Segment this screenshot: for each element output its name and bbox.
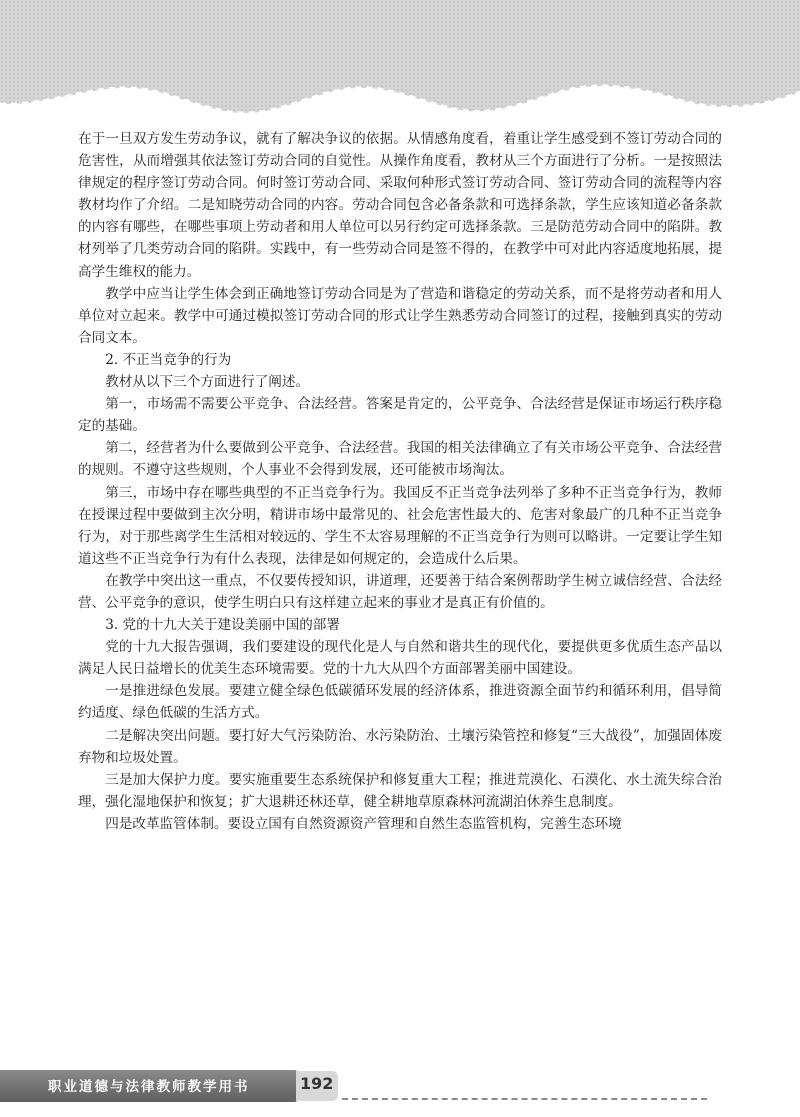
footer-dashed-rule	[342, 1098, 707, 1100]
paragraph: 第三，市场中存在哪些典型的不正当竞争行为。我国反不正当竞争法列举了多种不正当竞争行为，教师在授课过程中要做到主次分明，精讲市场中最常见的、社会危害性最大的、危害对象最广的几种不正当竞争行为，对于那些离学生生活相对较远的、学生不太容易理解的不正当竞争行为则可以略讲。一定要让学生知道这些不正当竞争行为有什么表现，法律是如何规定的，会造成什么后果。	[78, 484, 722, 567]
body-text	[78, 128, 722, 835]
paragraph: 第一，市场需不需要公平竞争、合法经营。答案是肯定的，公平竞争、合法经营是保证市场运行秩序稳定的基础。	[78, 396, 722, 435]
paragraph: 教学中应当让学生体会到正确地签订劳动合同是为了营造和谐稳定的劳动关系，而不是将劳动者和用人单位对立起来。教学中可通过模拟签订劳动合同的形式让学生熟悉劳动合同签订的过程，接触到真实的劳动合同文本。	[78, 285, 722, 346]
paragraph: 在于一旦双方发生劳动争议，就有了解决争议的依据。从情感角度看，着重让学生感受到不签订劳动合同的危害性，从而增强其依法签订劳动合同的自觉性。从操作角度看，教材从三个方面进行了分析。一是按照法律规定的程序签订劳动合同。何时签订劳动合同、采取何种形式签订劳动合同、签订劳动合同的流程等内容教材均作了介绍。二是知晓劳动合同的内容。劳动合同包含必备条款和可选择条款，学生应该知道必备条款的内容有哪些，在哪些事项上劳动者和用人单位可以另行约定可选择条款。三是防范劳动合同中的陷阱。教材列举了几类劳动合同的陷阱。实践中，有一些劳动合同是签不得的，在教学中可对此内容适度地拓展，提高学生维权的能力。	[78, 131, 722, 280]
paragraph: 党的十九大报告强调，我们要建设的现代化是人与自然和谐共生的现代化，要提供更多优质生态产品以满足人民日益增长的优美生态环境需要。党的十九大从四个方面部署美丽中国建设。	[78, 639, 722, 678]
paragraph: 一是推进绿色发展。要建立健全绿色低碳循环发展的经济体系，推进资源全面节约和循环利用，倡导简约适度、绿色低碳的生活方式。	[78, 683, 722, 722]
paragraph: 教材从以下三个方面进行了阐述。	[105, 374, 310, 391]
page-footer	[0, 1058, 800, 1098]
paragraph: 第二，经营者为什么要做到公平竞争、合法经营。我国的相关法律确立了有关市场公平竞争、合法经营的规则。不遵守这些规则，个人事业不会得到发展，还可能被市场淘汰。	[78, 440, 722, 479]
section-heading: 2. 不正当竞争的行为	[105, 351, 232, 368]
section-heading: 3. 党的十九大关于建设美丽中国的部署	[105, 617, 340, 634]
paragraph: 在教学中突出这一重点，不仅要传授知识，讲道理，还要善于结合案例帮助学生树立诚信经营、合法经营、公平竞争的意识，使学生明白只有这样建立起来的事业才是真正有价值的。	[78, 572, 722, 611]
paragraph: 四是改革监管体制。要设立国有自然资源资产管理和自然生态监管机构，完善生态环境	[105, 815, 622, 832]
header-wave-banner	[0, 0, 800, 140]
page-number: 192	[300, 1074, 334, 1093]
paragraph: 二是解决突出问题。要打好大气污染防治、水污染防治、土壤污染管控和修复“三大战役”，加强固体废弃物和垃圾处置。	[78, 727, 722, 766]
book-title: 职业道德与法律教师教学用书	[48, 1079, 250, 1095]
paragraph: 三是加大保护力度。要实施重要生态系统保护和修复重大工程；推进荒漠化、石漠化、水土流失综合治理，强化湿地保护和恢复；扩大退耕还林还草，健全耕地草原森林河流湖泊休养生息制度。	[78, 771, 722, 810]
